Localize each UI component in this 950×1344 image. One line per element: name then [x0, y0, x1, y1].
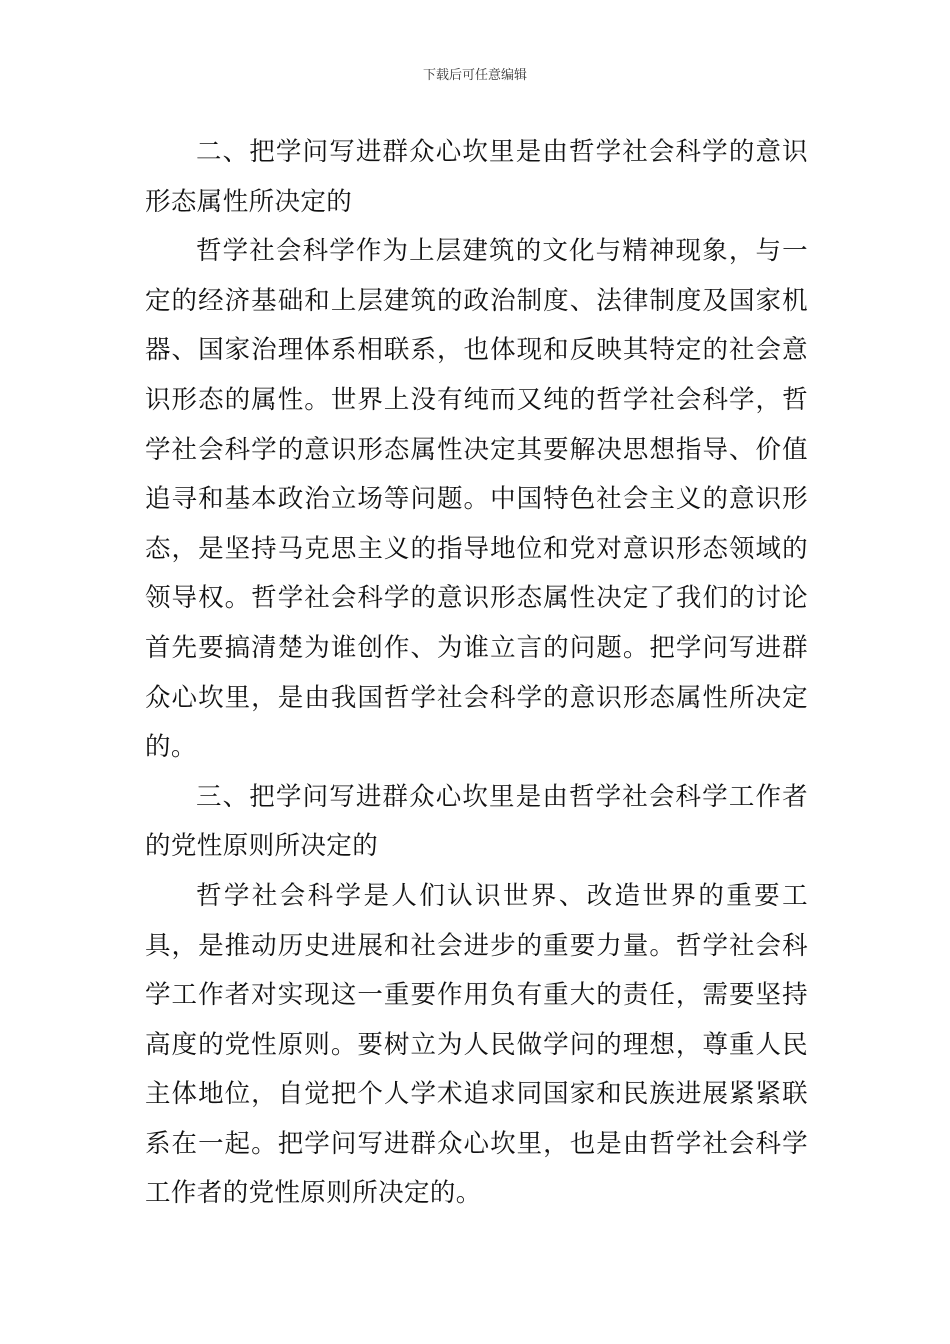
section-heading-3: 三、把学问写进群众心坎里是由哲学社会科学工作者的党性原则所决定的 [145, 781, 808, 862]
section-paragraph-2: 哲学社会科学作为上层建筑的文化与精神现象，与一定的经济基础和上层建筑的政治制度、法律制度及国家机器、国家治理体系相联系，也体现和反映其特定的社会意识形态的属性。世界上没有纯而又纯的哲学社会科学，哲学社会科学的意识形态属性决定其要解决思想指导、价值追寻和基本政治立场等问题。中国特色社会主义的意识形态，是坚持马克思主义的指导地位和党对意识形态领域的领导权。哲学社会科学的意识形态属性决定了我们的讨论首先要搞清楚为谁创作、为谁立言的问题。把学问写进群众心坎里，是由我国哲学社会科学的意识形态属性所决定的。 [145, 236, 808, 763]
page-header: 下载后可任意编辑 [422, 68, 527, 83]
section-heading-2: 二、把学问写进群众心坎里是由哲学社会科学的意识形态属性所决定的 [145, 137, 808, 217]
document-body [145, 128, 808, 1219]
section-paragraph-3: 哲学社会科学是人们认识世界、改造世界的重要工具，是推动历史进展和社会进步的重要力量。哲学社会科学工作者对实现这一重要作用负有重大的责任，需要坚持高度的党性原则。要树立为人民做学问的理想，尊重人民主体地位，自觉把个人学术追求同国家和民族进展紧紧联系在一起。把学问写进群众心坎里，也是由哲学社会科学工作者的党性原则所决定的。 [145, 880, 808, 1209]
